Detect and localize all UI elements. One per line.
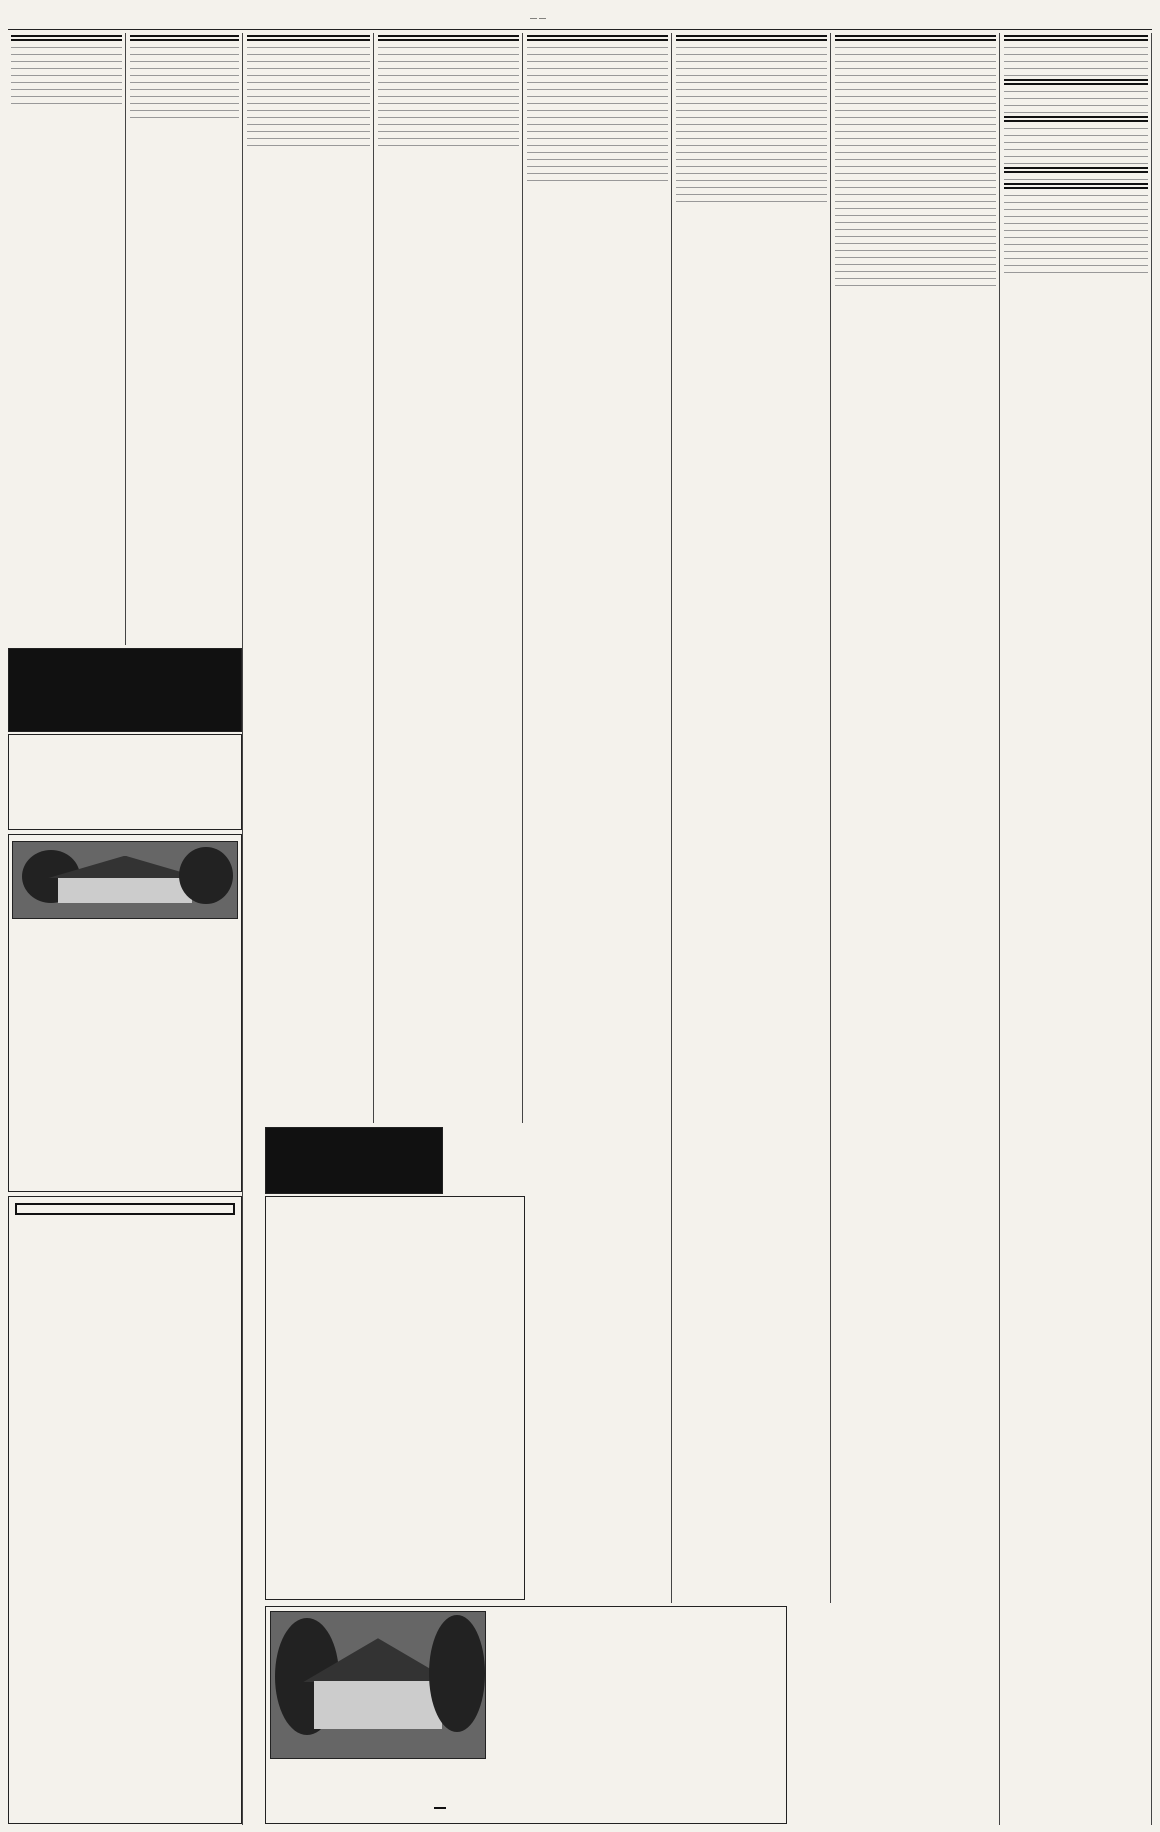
classified-ad [835,268,996,272]
classified-ad [835,247,996,251]
classified-ad [130,65,239,69]
classified-ad [835,44,996,48]
classified-ad [676,128,827,132]
classified-ad [247,128,370,132]
classified-ad [130,44,239,48]
classified-ad [527,79,668,83]
classified-ad [676,142,827,146]
classified-ad [1004,72,1148,76]
classified-ad [247,93,370,97]
classified-ad [1004,44,1148,48]
classified-ad [676,163,827,167]
classified-ad [247,107,370,111]
classified-ad [1004,176,1148,180]
classified-ad [676,93,827,97]
classified-ad [11,58,122,62]
classified-ad [527,163,668,167]
classified-ad [676,135,827,139]
classified-ad [130,51,239,55]
section-heading [1004,167,1148,173]
classified-ad [247,135,370,139]
classified-ad [527,93,668,97]
classified-ad [247,79,370,83]
fischer-ad-body [8,734,242,830]
classified-ad [1004,241,1148,245]
classified-ad [378,79,519,83]
classified-ad [835,177,996,181]
classified-ad [378,114,519,118]
classified-ad [378,93,519,97]
earl-keim-ad [265,1196,525,1600]
classified-ad [676,51,827,55]
classified-ad [130,86,239,90]
classified-ad [130,72,239,76]
classified-ad [1004,206,1148,210]
column-heading [835,35,996,41]
classified-ad [527,156,668,160]
classified-ad [1004,51,1148,55]
section-heading [1004,116,1148,122]
noling-logo [15,1203,235,1215]
classified-ad [676,191,827,195]
classified-ad [247,142,370,146]
classified-ad [527,65,668,69]
earl-keim-banner [265,1127,443,1194]
classified-ad [527,177,668,181]
classified-ad [676,79,827,83]
classified-ad [835,275,996,279]
classified-ad [1004,125,1148,129]
classified-ad [1004,160,1148,164]
classified-ad [378,86,519,90]
classified-ad [835,86,996,90]
classified-ad [676,177,827,181]
classified-ad [835,170,996,174]
classified-ad [676,72,827,76]
column-heading [378,35,519,41]
classified-ad [835,135,996,139]
classified-ad [378,51,519,55]
classified-ad [1004,139,1148,143]
classified-ad [676,107,827,111]
classified-ad [527,142,668,146]
column-4 [375,33,523,1123]
classified-ad [676,114,827,118]
classified-ad [11,79,122,83]
earl-keim-brand [266,1128,442,1132]
classified-ad [1004,88,1148,92]
classified-ad [835,51,996,55]
eisele-logo [434,1807,446,1809]
column-heading [676,35,827,41]
classified-ad [1004,262,1148,266]
classified-ad [1004,58,1148,62]
classified-ad [378,128,519,132]
classified-ad [527,51,668,55]
column-5 [524,33,672,1603]
classified-ad [835,282,996,286]
classified-ad [1004,102,1148,106]
classified-ad [1004,269,1148,273]
classified-ad [378,65,519,69]
classified-ad [1004,109,1148,113]
classified-ad [1004,95,1148,99]
classified-ad [247,72,370,76]
section-heading [1004,79,1148,85]
noling-merriman-ad [8,1196,242,1824]
column-heading [130,35,239,41]
column-3 [244,33,374,1123]
column-8 [1001,33,1152,1825]
classified-ad [247,121,370,125]
classified-ad [835,107,996,111]
classified-ad [676,121,827,125]
classified-ad [835,233,996,237]
masthead: — — [529,13,547,23]
classified-ad [527,100,668,104]
classified-ad [11,86,122,90]
classified-ad [378,142,519,146]
classified-ad [835,58,996,62]
classified-ad [1004,192,1148,196]
classified-ad [1004,65,1148,69]
classified-ad [1004,234,1148,238]
classified-ad [676,149,827,153]
classified-ad [835,156,996,160]
classified-ad [11,93,122,97]
classified-ad [527,114,668,118]
classified-ad [527,128,668,132]
classified-ad [835,114,996,118]
column-7 [832,33,1000,1825]
classified-ad [11,100,122,104]
classified-ad [378,107,519,111]
classified-ad [130,107,239,111]
classified-ad [247,58,370,62]
classified-ad [247,51,370,55]
classified-ad [1004,220,1148,224]
classified-ad [130,114,239,118]
classified-ad [835,142,996,146]
classified-ad [247,86,370,90]
column-heading [11,35,122,41]
classified-ad [835,191,996,195]
classified-ad [527,107,668,111]
classified-ad [247,100,370,104]
section-heading [1004,183,1148,189]
classified-ad [527,149,668,153]
classified-ad [378,58,519,62]
classified-ad [1004,132,1148,136]
classified-ad [1004,199,1148,203]
classified-ad [11,51,122,55]
column-heading [527,35,668,41]
classified-ad [676,100,827,104]
classified-ad [835,79,996,83]
classified-ad [11,44,122,48]
classified-ad [676,170,827,174]
classified-ad [527,72,668,76]
classified-ad [835,198,996,202]
classified-ad [835,240,996,244]
classified-ad [835,254,996,258]
classified-ad [527,58,668,62]
classified-ad [1004,255,1148,259]
classified-ad [527,135,668,139]
classified-ad [835,212,996,216]
page-header [8,6,1152,30]
fischer-ad-banner [8,648,242,732]
classified-ad [247,44,370,48]
classified-ad [835,128,996,132]
classified-ad [527,44,668,48]
classified-ad [835,205,996,209]
classified-ad [676,184,827,188]
classified-ad [835,100,996,104]
classified-ad [835,163,996,167]
classified-ad [1004,248,1148,252]
classified-ad [676,86,827,90]
classified-ad [835,219,996,223]
classified-ad [835,184,996,188]
classified-ad [1004,227,1148,231]
classified-ad [247,65,370,69]
classified-ad [835,149,996,153]
classified-ad [676,65,827,69]
classified-ad [378,121,519,125]
trilevel-ad [265,1606,787,1824]
classified-ad [835,226,996,230]
classified-ad [527,86,668,90]
classified-ad [378,135,519,139]
classified-ad [1004,146,1148,150]
classified-ad [835,93,996,97]
classified-ad [835,261,996,265]
classified-ad [676,198,827,202]
column-heading [247,35,370,41]
column-heading [1004,35,1148,41]
allen-ad [8,834,242,1192]
classified-ad [11,65,122,69]
classified-ad [130,79,239,83]
classified-ad [378,72,519,76]
classified-ad [130,100,239,104]
classified-ad [11,72,122,76]
classified-ad [676,156,827,160]
house-photo [12,841,238,919]
classified-ad [1004,213,1148,217]
classified-ad [130,58,239,62]
classified-ad [247,114,370,118]
column-1 [8,33,126,645]
classified-ad [1004,153,1148,157]
classified-ad [835,121,996,125]
trilevel-photo [270,1611,486,1759]
classified-ad [676,58,827,62]
column-6 [673,33,831,1603]
classified-ad [378,44,519,48]
classified-ad [378,100,519,104]
classified-ad [676,44,827,48]
classified-ad [835,72,996,76]
classified-ad [527,121,668,125]
classified-ad [835,65,996,69]
classified-ad [527,170,668,174]
classified-ad [130,93,239,97]
